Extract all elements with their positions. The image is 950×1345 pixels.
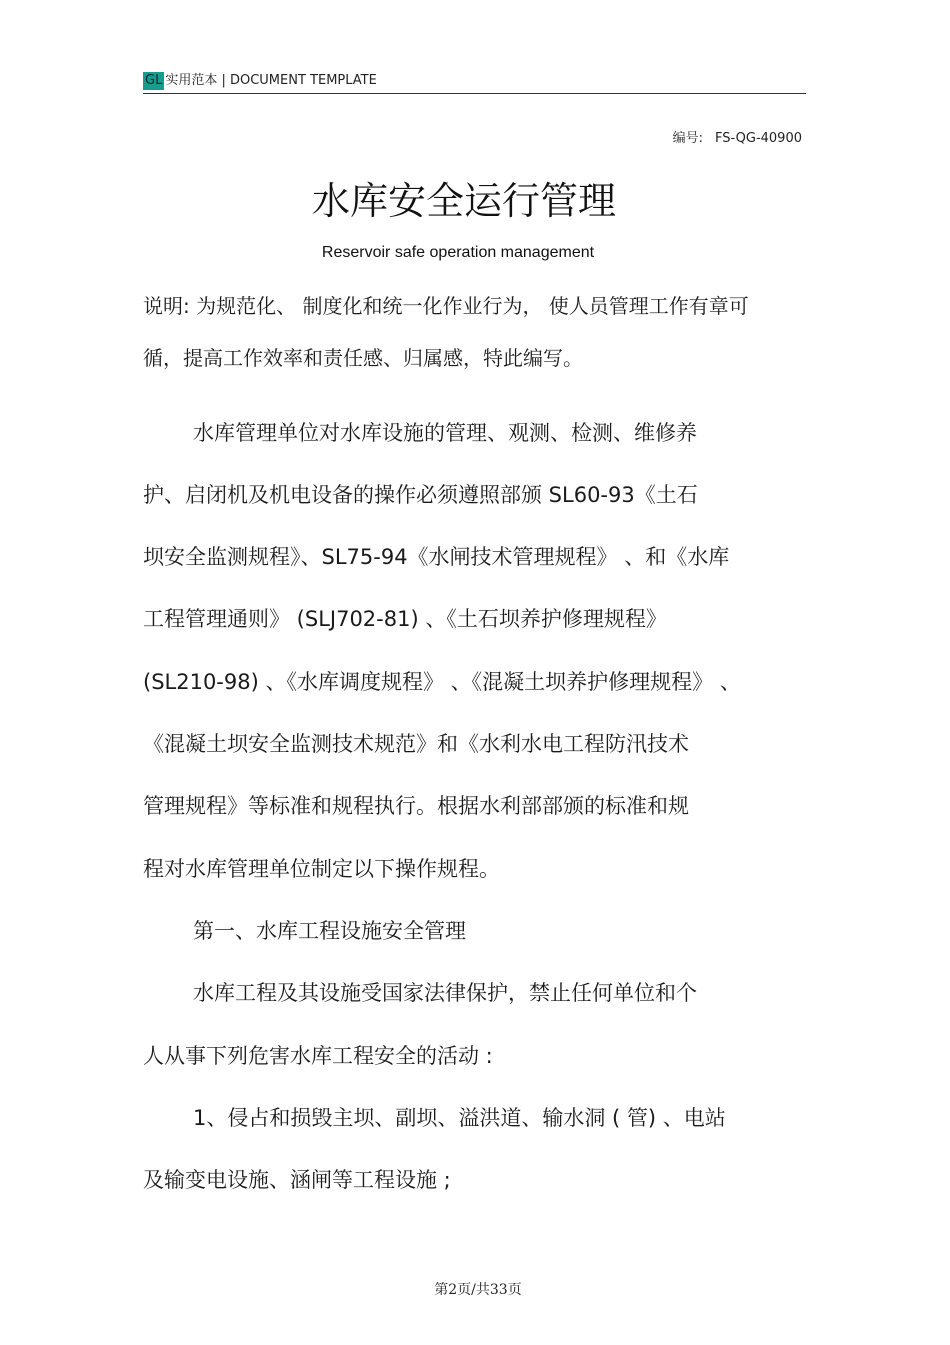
section-heading: 第一、水库工程设施安全管理 (193, 919, 466, 943)
body-line: (SL210-98) 、《水库调度规程》 、《混凝土坝养护修理规程》 、 (143, 670, 741, 694)
brand-badge: GL (145, 73, 163, 88)
page-indicator: 第2页/共33页 (434, 1282, 522, 1298)
body-line: 《混凝土坝安全监测技术规范》和《水利水电工程防汛技术 (143, 732, 689, 756)
header-text: 实用范本 | DOCUMENT TEMPLATE (165, 73, 377, 88)
body-line: 水库管理单位对水库设施的管理、观测、检测、维修养 (193, 421, 697, 445)
document-number-label: 编号: (672, 131, 703, 146)
list-item-continuation: 及输变电设施、涵闸等工程设施 ; (143, 1168, 451, 1192)
document-number-value: FS-QG-40900 (714, 131, 802, 146)
document-title: 水库安全运行管理 (311, 179, 616, 223)
document-header (143, 72, 377, 90)
body-line: 水库工程及其设施受国家法律保护，禁止任何单位和个 (193, 981, 697, 1005)
body-line: 坝安全监测规程》、SL75-94《水闸技术管理规程》 、和《水库 (143, 545, 730, 569)
body-line: 管理规程》等标准和规程执行。根据水利部部颁的标准和规 (143, 794, 689, 818)
body-line: 程对水库管理单位制定以下操作规程。 (143, 857, 500, 881)
list-item: 1、侵占和损毁主坝、副坝、溢洪道、输水洞 ( 管) 、电站 (193, 1106, 726, 1130)
body-line: 工程管理通则》 (SLJ702-81) 、《土石坝养护修理规程》 (143, 607, 667, 631)
note-line-1: 说明: 为规范化、 制度化和统一化作业行为， 使人员管理工作有章可 (143, 294, 749, 318)
document-number (673, 127, 802, 146)
body-line: 人从事下列危害水库工程安全的活动 : (143, 1044, 493, 1068)
body-line: 护、启闭机及机电设备的操作必须遵照部颁 SL60-93《土石 (143, 483, 698, 507)
header-divider (143, 93, 806, 94)
note-line-2: 循，提高工作效率和责任感、归属感，特此编写。 (143, 346, 583, 370)
document-subtitle: Reservoir safe operation management (321, 244, 595, 261)
